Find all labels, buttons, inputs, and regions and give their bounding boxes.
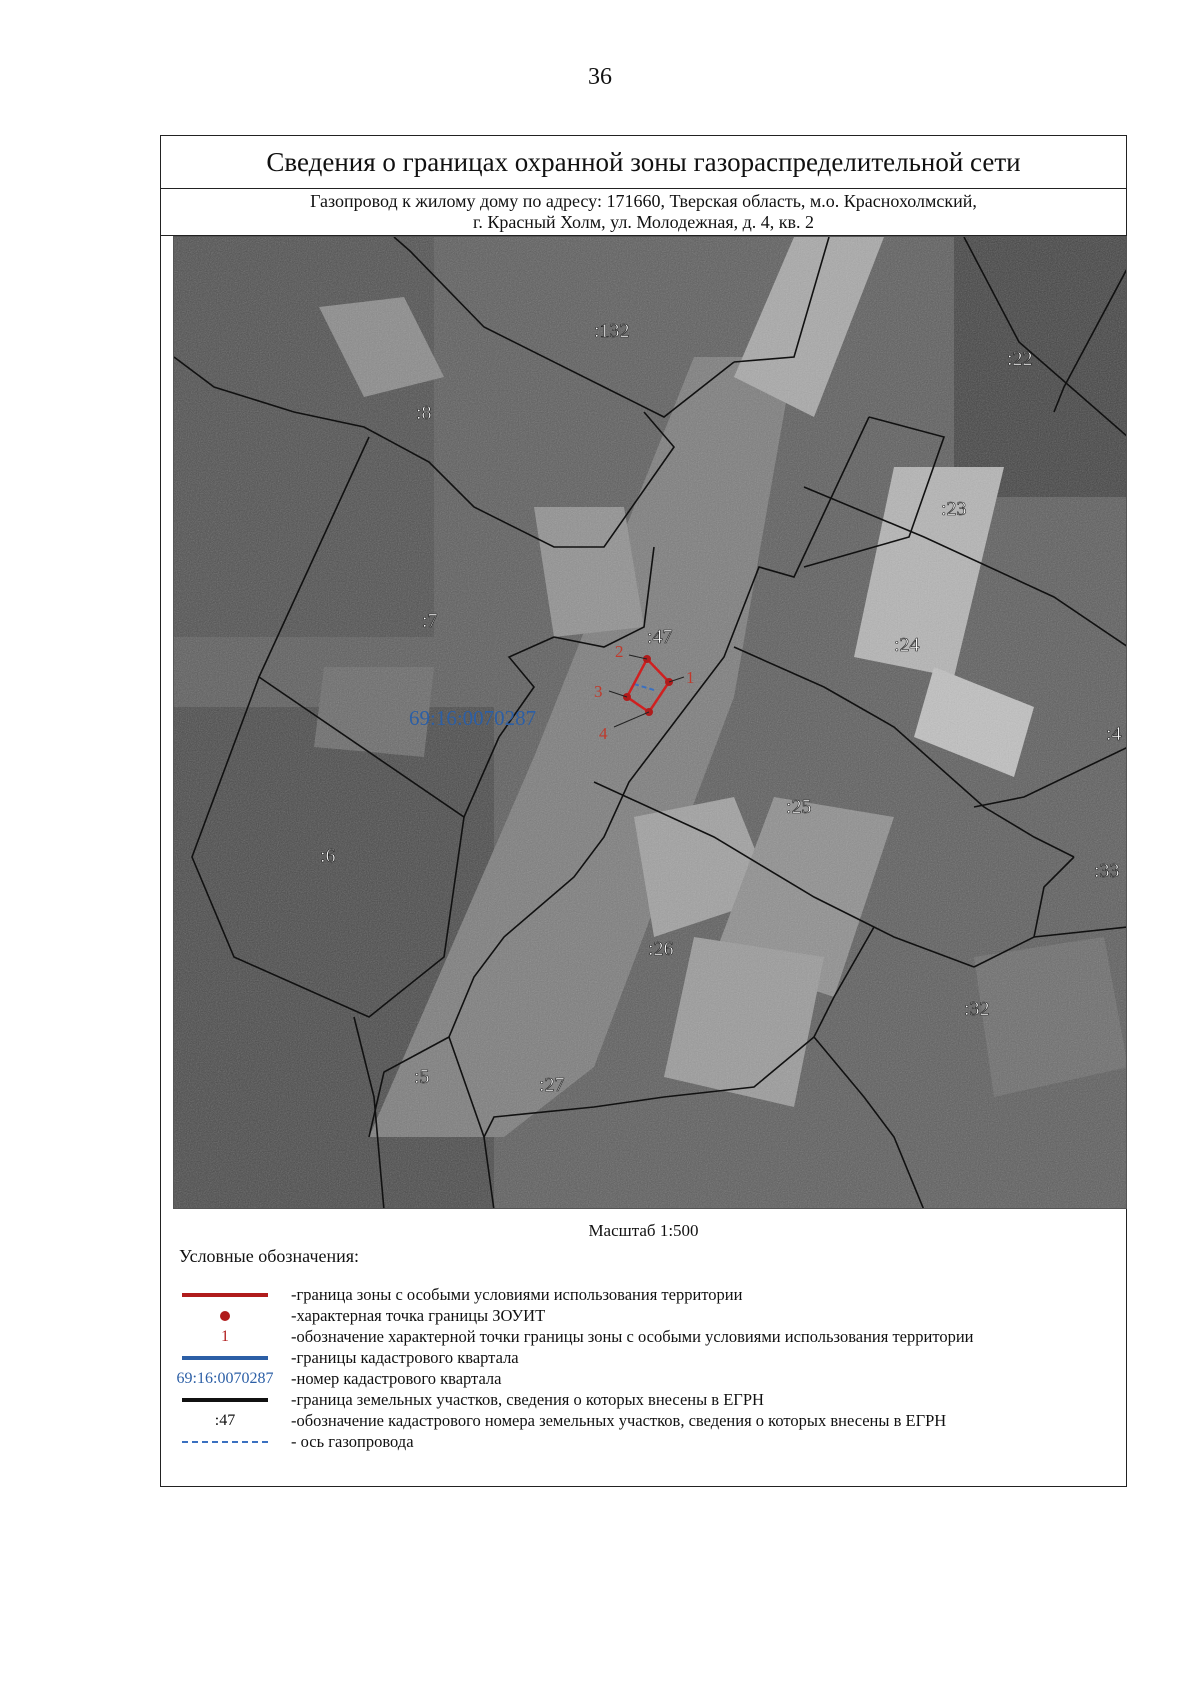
map-canvas [174,237,1127,1209]
quarter-number-label: 69:16:0070287 [409,706,537,730]
legend-text: -номер кадастрового квартала [291,1369,502,1388]
legend-title: Условные обозначения: [179,1246,360,1266]
legend-text: -границы кадастрового квартала [291,1348,519,1367]
point-label-1: 1 [686,668,695,687]
subtitle-line-2: г. Красный Холм, ул. Молодежная, д. 4, кв. 2 [472,212,815,232]
parcel-label: :25 [786,796,812,818]
subtitle-line-1: Газопровод к жилому дому по адресу: 171660, Тверская область, м.о. Краснохолмский, [310,191,977,211]
legend-symbol [171,1284,279,1305]
legend-symbol [171,1368,279,1389]
parcel-label: :47 [647,626,673,648]
parcel-label: :24 [894,634,920,656]
parcel-label: :8 [416,402,432,424]
legend [171,1284,1111,1452]
legend-item [171,1347,1111,1368]
parcel-label: :132 [594,320,630,342]
legend-item [171,1431,1111,1452]
legend-item [171,1284,1111,1305]
page-number: 36 [588,64,612,90]
legend-symbol [171,1410,279,1431]
parcel-label: :4 [1106,723,1122,745]
legend-text: -граница земельных участков, сведения о которых внесены в ЕГРН [291,1390,764,1409]
legend-item [171,1368,1111,1389]
sheet-subtitle [161,188,1126,236]
black-line-symbol [182,1398,268,1402]
photo-grain [174,237,1127,1209]
blue-dash-symbol [182,1441,268,1443]
parcel-label: :33 [1094,860,1120,882]
legend-symbol [171,1305,279,1326]
parcel-number-symbol: :47 [214,1411,236,1429]
red-number-symbol: 1 [221,1327,229,1345]
point-label-4: 4 [599,724,608,743]
sheet-title: Сведения о границах охранной зоны газораспределительной сети [161,136,1126,189]
parcel-label: :26 [648,938,674,960]
legend-symbol [171,1431,279,1452]
parcel-label: :27 [539,1074,565,1096]
parcel-label: :6 [320,845,336,867]
parcel-label: :7 [422,610,438,632]
parcel-label: :5 [414,1066,430,1088]
legend-item [171,1326,1111,1347]
map-sheet-frame [160,135,1127,1487]
legend-symbol [171,1347,279,1368]
legend-item [171,1410,1111,1431]
map-scale: Масштаб 1:500 [588,1221,699,1240]
legend-text: -обозначение кадастрового номера земельных участков, сведения о которых внесены в ЕГРН [291,1411,947,1430]
legend-text: -граница зоны с особыми условиями использования территории [291,1285,743,1304]
aerial-map [173,236,1127,1209]
parcel-label: :22 [1007,348,1033,370]
red-dot-symbol [220,1311,230,1321]
legend-text: - ось газопровода [291,1432,414,1451]
point-label-3: 3 [594,682,603,701]
legend-item [171,1389,1111,1410]
legend-text: -характерная точка границы ЗОУИТ [291,1306,546,1325]
point-label-2: 2 [615,642,624,661]
legend-symbol [171,1389,279,1410]
blue-text-symbol: 69:16:0070287 [176,1369,274,1387]
legend-item [171,1305,1111,1326]
legend-symbol [171,1326,279,1347]
parcel-label: :32 [964,998,990,1020]
blue-line-symbol [182,1356,268,1360]
red-line-symbol [182,1293,268,1297]
parcel-label: :23 [941,498,967,520]
legend-text: -обозначение характерной точки границы зоны с особыми условиями использования территории [291,1327,974,1346]
